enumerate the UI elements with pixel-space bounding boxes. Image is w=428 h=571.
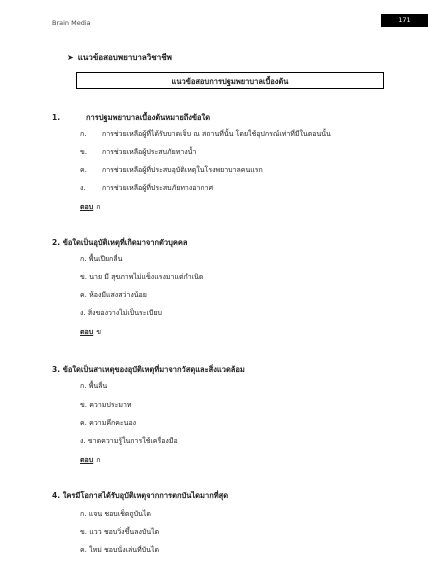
option-letter: ก. (80, 382, 87, 390)
question-number: 2. (52, 238, 61, 247)
answer-value: ก (96, 203, 101, 211)
answer-label: ตอบ (80, 456, 94, 464)
option-letter: ค. (80, 419, 87, 427)
question-text: ข้อใดเป็นอุบัติเหตุที่เกิดมาจากตัวบุคคล (62, 238, 188, 247)
option-letter: ก. (80, 510, 87, 518)
option-text: การช่วยเหลือผู้ที่ประสบภัยทางอากาศ (102, 184, 214, 192)
option-3c (80, 418, 136, 429)
question-number: 1. (52, 113, 61, 122)
quiz-title-box: แนวข้อสอบการปฐมพยาบาลเบื้องต้น (76, 72, 384, 89)
option-text: ความประมาท (89, 401, 132, 409)
answer-value: ข (96, 328, 101, 336)
arrow-bullet-icon: ➤ (67, 53, 74, 62)
option-letter: ง. (80, 309, 86, 317)
answer-3 (80, 455, 100, 466)
option-text: แวว ชอบวิ่งขึ้นลงบันได (89, 528, 160, 536)
option-2c (80, 290, 147, 301)
option-2b (80, 272, 203, 283)
question-text: การปฐมพยาบาลเบื้องต้นหมายถึงข้อใด (86, 113, 211, 122)
option-letter: ข. (80, 528, 88, 536)
question-text: ข้อใดเป็นสาเหตุของอุบัติเหตุที่มาจากวัสดุและสิ่งแวดล้อม (62, 365, 245, 374)
page-number-badge: 171 (381, 14, 428, 27)
section-heading (67, 51, 172, 64)
option-letter: ข. (80, 401, 88, 409)
option-text: ห้องมีแสงสว่างน้อย (89, 291, 147, 299)
section-heading-text: แนวข้อสอบพยาบาลวิชาชีพ (77, 53, 172, 62)
option-1d (80, 183, 213, 194)
option-text: การช่วยเหลือผู้ที่ได้รับบาดเจ็บ ณ สถานที่นั้น โดยใช้อุปกรณ์เท่าที่มีในตอนนั้น (102, 130, 331, 138)
option-3b (80, 400, 132, 411)
option-3d (80, 436, 178, 447)
question-2 (52, 237, 188, 249)
option-text: การช่วยเหลือผู้ประสบภัยทางน้ำ (102, 148, 197, 156)
answer-label: ตอบ (80, 328, 94, 336)
question-3 (52, 364, 245, 376)
option-letter: ข. (80, 148, 88, 156)
option-text: นาย มี สุขภาพไม่แข็งแรงมาแต่กำเนิด (89, 273, 204, 281)
option-letter: ข. (80, 273, 88, 281)
option-text: ความคึกคะนอง (89, 419, 137, 427)
option-2d (80, 308, 162, 319)
option-text: แจน ชอบเช็ดถูบันได (88, 510, 151, 518)
option-text: พื้นเปียกลื่น (88, 255, 123, 263)
answer-1 (80, 202, 100, 213)
option-4c (80, 545, 159, 556)
option-4a (80, 509, 151, 520)
option-letter: ค. (80, 546, 87, 554)
option-letter: ค. (80, 291, 87, 299)
question-number: 3. (52, 365, 61, 374)
option-text: พื้นลื่น (88, 382, 108, 390)
option-letter: ง. (80, 437, 86, 445)
option-1b (80, 147, 196, 158)
option-4b (80, 527, 159, 538)
answer-2 (80, 327, 101, 338)
question-number: 4. (52, 491, 61, 500)
question-4 (52, 490, 228, 502)
option-letter: ก. (80, 130, 87, 138)
question-1 (52, 112, 210, 124)
option-2a (80, 254, 122, 265)
question-text: ใครมีโอกาสได้รับอุบัติเหตุจากการตกบันไดมากที่สุด (62, 491, 229, 500)
option-text: การช่วยเหลือผู้ที่ประสบอุบัติเหตุในโรงพยาบาลคนแรก (102, 166, 263, 174)
option-text: สิ่งของวางไม่เป็นระเบียบ (87, 309, 162, 317)
answer-label: ตอบ (80, 203, 94, 211)
option-letter: ง. (80, 184, 86, 192)
option-letter: ก. (80, 255, 87, 263)
option-1a (80, 129, 331, 140)
publisher-name: Brain Media (52, 19, 91, 27)
option-3a (80, 381, 107, 392)
option-letter: ค. (80, 166, 87, 174)
option-text: ขาดความรู้ในการใช้เครื่องมือ (87, 437, 178, 445)
option-text: ใหม่ ชอบนั่งเล่นที่บันได (89, 546, 160, 554)
option-1c (80, 165, 263, 176)
answer-value: ก (96, 456, 101, 464)
